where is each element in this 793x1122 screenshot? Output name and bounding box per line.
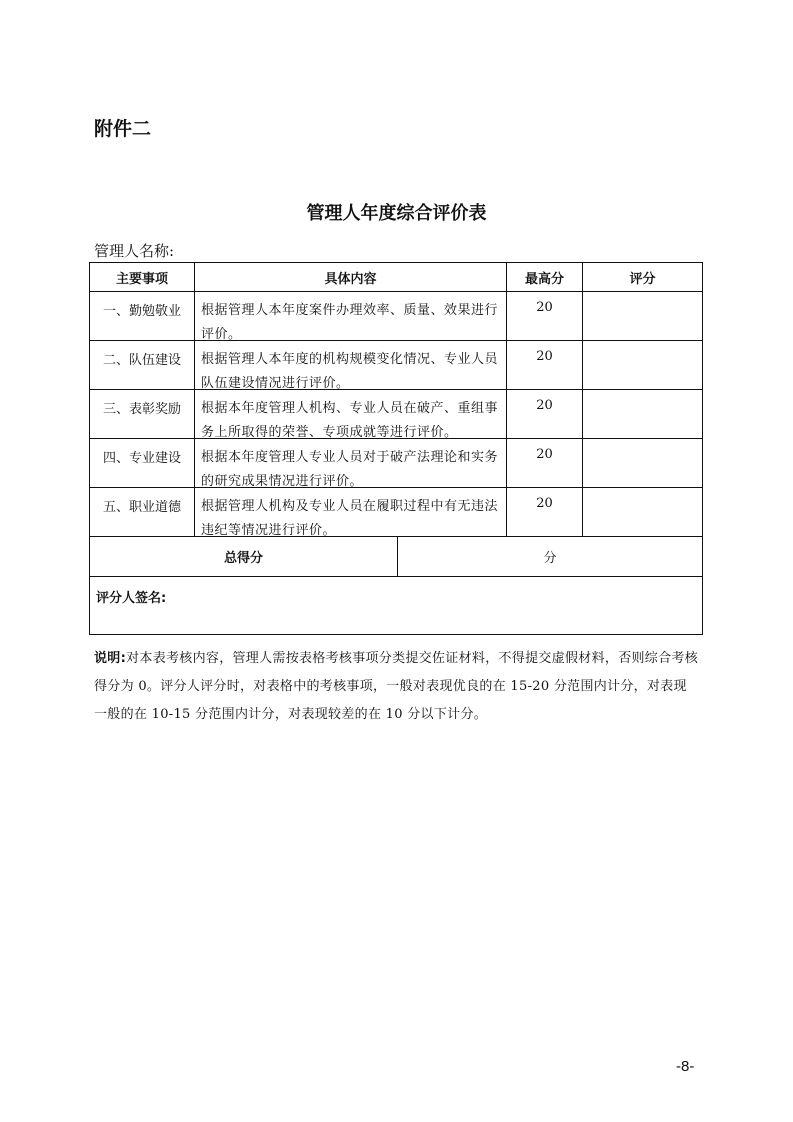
signature-row[interactable] (90, 576, 702, 634)
evaluation-table (89, 262, 703, 635)
row-max-score: 20 (506, 341, 582, 389)
row-score-cell[interactable] (582, 341, 702, 389)
row-max-score: 20 (506, 488, 582, 536)
page-title: 管理人年度综合评价表 (306, 203, 487, 224)
row-score-cell[interactable] (582, 292, 702, 340)
notes (94, 645, 700, 729)
signature-label: 评分人签名: (96, 591, 167, 606)
row-content: 根据管理人本年度案件办理效率、质量、效果进行评价。 (194, 292, 506, 340)
total-score-cell[interactable]: 分 (397, 537, 702, 576)
table-row (90, 487, 702, 536)
row-item: 一、勤勉敬业 (102, 304, 181, 319)
row-score-cell[interactable] (582, 439, 702, 487)
row-content: 根据本年度管理人机构、专业人员在破产、重组事务上所取得的荣誉、专项成就等进行评价。 (194, 390, 506, 438)
total-label: 总得分 (223, 551, 263, 566)
attachment-label: 附件二 (94, 118, 152, 140)
header-item: 主要事项 (115, 271, 168, 287)
row-item: 四、专业建设 (102, 451, 181, 466)
row-item: 五、职业道德 (102, 500, 181, 515)
table-header-row (90, 263, 702, 291)
header-content: 具体内容 (194, 263, 506, 291)
row-max-score: 20 (506, 439, 582, 487)
total-row (90, 536, 702, 576)
row-max-score: 20 (506, 390, 582, 438)
table-row (90, 389, 702, 438)
notes-text: 对本表考核内容，管理人需按表格考核事项分类提交佐证材料，不得提交虚假材料，否则综合考核得分为 0。评分人评分时，对表格中的考核事项，一般对表现优良的在 15-20 分范围内计分，对表现一般的在 10-15 分范围内计分，对表现较差的在 10 分以下计分。 (94, 651, 699, 722)
row-max-score: 20 (506, 292, 582, 340)
header-score: 评分 (582, 263, 702, 291)
row-score-cell[interactable] (582, 488, 702, 536)
manager-name-label: 管理人名称: (94, 242, 175, 260)
row-content: 根据管理人本年度的机构规模变化情况、专业人员队伍建设情况进行评价。 (194, 341, 506, 389)
row-content: 根据本年度管理人专业人员对于破产法理论和实务的研究成果情况进行评价。 (194, 439, 506, 487)
row-score-cell[interactable] (582, 390, 702, 438)
notes-label: 说明: (94, 651, 127, 666)
table-row (90, 291, 702, 340)
row-content: 根据管理人机构及专业人员在履职过程中有无违法违纪等情况进行评价。 (194, 488, 506, 536)
header-max-score: 最高分 (506, 263, 582, 291)
row-item: 三、表彰奖励 (102, 402, 181, 417)
table-row (90, 438, 702, 487)
row-item: 二、队伍建设 (102, 353, 181, 368)
page-number: -8- (676, 1058, 695, 1075)
table-row (90, 340, 702, 389)
